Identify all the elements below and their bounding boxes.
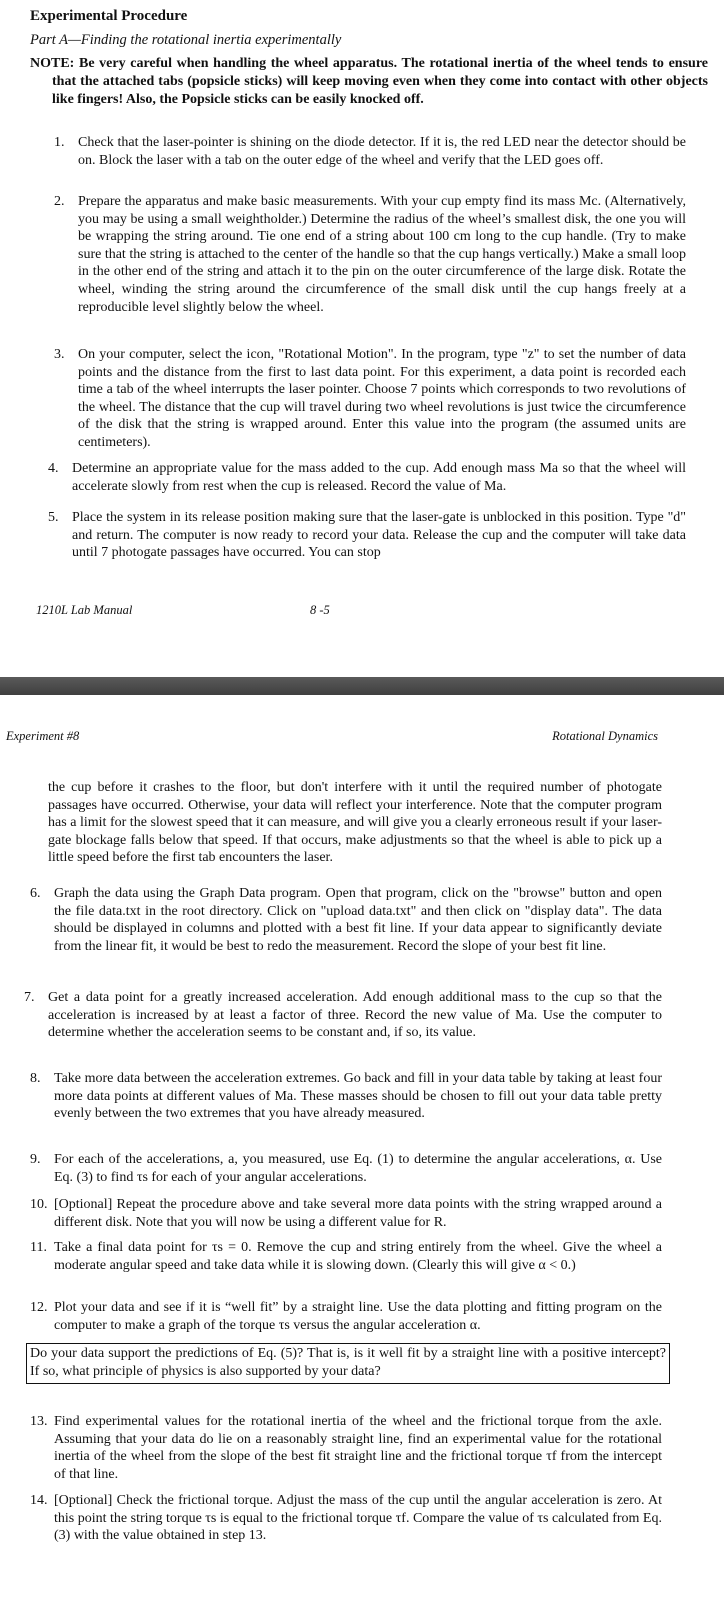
step-text: Find experimental values for the rotational inertia of the wheel and the frictional torque from the axle. Assuming that your data do lie on a reasonably straight line, find an experimental value for the rotational inertia of the wheel from the slope of the best fit straight line and the frictional torque τf from the intercept of that line.: [54, 1414, 662, 1482]
section-subheading: Part A—Finding the rotational inertia experimentally: [30, 32, 342, 48]
step-10: [30, 1196, 662, 1231]
step-9: [30, 1151, 662, 1186]
step-12: [30, 1299, 662, 1334]
step-14: [30, 1492, 662, 1545]
step-text: Determine an appropriate value for the mass added to the cup. Add enough mass Ma so that the wheel will accelerate slowly from rest when the cup is released. Record the value of Ma.: [72, 461, 686, 494]
step-8: [30, 1070, 662, 1123]
step-number: 13.: [30, 1414, 48, 1429]
step-4: [48, 460, 686, 495]
step-text: [Optional] Check the frictional torque. Adjust the mass of the cup until the angular acceleration is zero. At this point the string torque τs is equal to the frictional torque τf. Compare the value of τs calculated from Eq. (3) with the value obtained in step 13.: [54, 1493, 662, 1544]
step-5-continuation: [48, 779, 662, 867]
step-6: [30, 885, 662, 955]
step-number: 10.: [30, 1197, 48, 1212]
step-3: [54, 346, 686, 452]
step-text: Plot your data and see if it is “well fit” by a straight line. Use the data plotting and fitting program on the computer to make a graph of the torque τs versus the angular acceleration α.: [54, 1300, 662, 1333]
step-number: 1.: [54, 135, 65, 150]
header-topic: Rotational Dynamics: [552, 729, 658, 743]
step-number: 5.: [48, 510, 59, 525]
step-number: 12.: [30, 1300, 48, 1315]
step-text: Check that the laser-pointer is shining on the diode detector. If it is, the red LED near the detector should be on. Block the laser with a tab on the outer edge of the wheel and verify that the LED goes off.: [78, 135, 686, 168]
boxed-question: Do your data support the predictions of Eq. (5)? That is, is it well fit by a straight line with a positive intercept? If so, what principle of physics is also supported by your data?: [26, 1343, 670, 1384]
step-2: [54, 193, 686, 316]
step-1: [54, 134, 686, 169]
step-text: Prepare the apparatus and make basic measurements. With your cup empty find its mass Mc. (Alternatively, you may be using a small weightholder.) Determine the radius of the wheel’s smallest disk, the one you will be wrapping the string around. Tie one end of a string about 100 cm long to the cup handle. (Try to make sure that the string is attached to the center of the handle so that the cup hangs vertically.) Make a small loop in the other end of the string and attach it to the pin on the outer circumference of the large disk. Rotate the wheel, winding the string around the circumference of the small disk until the cup hangs freely at a reproducible level slightly below the wheel.: [78, 194, 686, 315]
step-13: [30, 1413, 662, 1483]
step-text: For each of the accelerations, a, you measured, use Eq. (1) to determine the angular accelerations, α. Use Eq. (3) to find τs for each of your angular accelerations.: [54, 1152, 662, 1185]
step-text: Place the system in its release position making sure that the laser-gate is unblocked in this position. Type "d" and return. The computer is now ready to record your data. Release the cup and the computer will take data until 7 photogate passages have occurred. You can stop: [72, 510, 686, 561]
step-number: 11.: [30, 1240, 47, 1255]
step-text: the cup before it crashes to the floor, but don't interfere with it until the required number of photogate passages have occurred. Otherwise, your data will reflect your interference. Note that the computer program has a limit for the slowest speed that it can measure, and will give you a clearly erroneous result if your laser-gate blockage falls below that speed. If that occurs, make adjustments so that the wheel is able to pick up a little speed before the first tab encounters the laser.: [48, 780, 662, 866]
step-text: Get a data point for a greatly increased acceleration. Add enough additional mass to the cup so that the acceleration is increased by at least a factor of three. Record the new value of Ma. Use the computer to determine whether the acceleration seems to be constant and, if so, its value.: [48, 990, 662, 1041]
step-number: 9.: [30, 1152, 41, 1167]
footer-manual-name: 1210L Lab Manual: [36, 603, 133, 617]
step-text: Graph the data using the Graph Data program. Open that program, click on the "browse" button and open the file data.txt in the root directory. Click on "upload data.txt" and then click on "display data". The data should be displayed in columns and plotted with a best fit line. If your data appear to significantly deviate from the linear fit, it would be best to redo the measurement. Record the slope of your best fit line.: [54, 886, 662, 954]
step-text: Take a final data point for τs = 0. Remove the cup and string entirely from the wheel. Give the wheel a moderate angular speed and take data while it is slowing down. (Clearly this will give α < 0.): [54, 1240, 662, 1273]
footer-page-number: 8 -5: [310, 603, 330, 617]
step-number: 3.: [54, 347, 65, 362]
step-number: 14.: [30, 1493, 48, 1508]
manual-page-experiment-8: [0, 695, 724, 1598]
step-number: 8.: [30, 1071, 41, 1086]
section-heading: Experimental Procedure: [30, 8, 188, 24]
step-text: Take more data between the acceleration extremes. Go back and fill in your data table by taking at least four more data points at different values of Ma. These masses should be chosen to fill out your data table pretty evenly between the two extremes that you have already measured.: [54, 1071, 662, 1122]
step-text: On your computer, select the icon, "Rotational Motion". In the program, type "z" to set the number of data points and the distance from the first to last data point. For this experiment, a data point is recorded each time a tab of the wheel interrupts the laser pointer. Choose 7 points which corresponds to two revolutions of the wheel. The distance that the cup will travel during two wheel revolutions is just twice the circumference of the disk that the string is wrapped around. Enter this value into the program (the assumed units are centimeters).: [78, 347, 686, 450]
step-11: [30, 1239, 662, 1274]
step-number: 7.: [24, 990, 35, 1005]
step-text: [Optional] Repeat the procedure above and take several more data points with the string wrapped around a different disk. Note that you will now be using a different value for R.: [54, 1197, 662, 1230]
step-number: 6.: [30, 886, 41, 901]
step-number: 2.: [54, 194, 65, 209]
manual-page-8-5: [0, 0, 724, 677]
step-5: [48, 509, 686, 562]
header-experiment: Experiment #8: [6, 729, 80, 743]
step-number: 4.: [48, 461, 59, 476]
safety-note: NOTE: Be very careful when handling the wheel apparatus. The rotational inertia of the wheel tends to ensure that the attached tabs (popsicle sticks) will keep moving even when they come into contact with other objects like fingers! Also, the Popsicle sticks can be easily knocked off.: [30, 56, 708, 107]
step-7: [24, 989, 662, 1042]
page-separator: [0, 677, 724, 695]
